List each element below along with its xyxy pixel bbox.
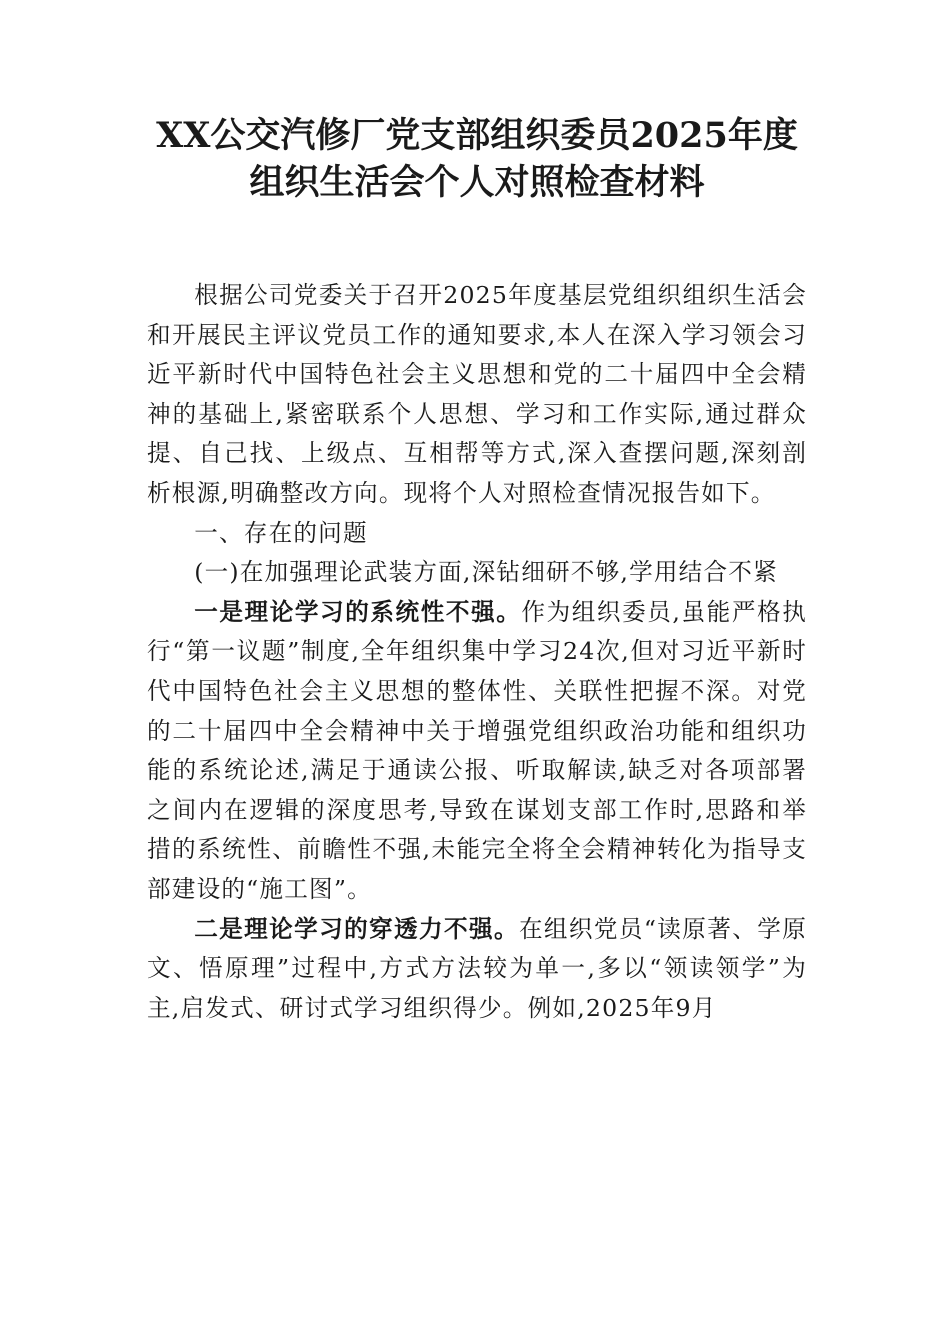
point-paragraph-1 <box>147 593 807 910</box>
point-2-text: 在组织党员“读原著、学原文、悟原理”过程中,方式方法较为单一,多以“领读领学”为主,启发式、研讨式学习组织得少。例如,2025年9月 <box>147 914 807 1022</box>
point-2-lead: 二是理论学习的穿透力不强。 <box>194 914 519 943</box>
point-paragraph-2 <box>147 910 807 1029</box>
document-title <box>127 112 827 206</box>
point-1-text: 作为组织委员,虽能严格执行“第一议题”制度,全年组织集中学习24次,但对习近平新时代中国特色社会主义思想的整体性、关联性把握不深。对党的二十届四中全会精神中关于增强党组织政治功能和组织功能的系统论述,满足于通读公报、听取解读,缺乏对各项部署之间内在逻辑的深度思考,导致在谋划支部工作时,思路和举措的系统性、前瞻性不强,未能完全将全会精神转化为指导支部建设的“施工图”。 <box>147 597 807 903</box>
title-line-1: XX公交汽修厂党支部组织委员2025年度 <box>156 115 798 156</box>
intro-paragraph: 根据公司党委关于召开2025年度基层党组织组织生活会和开展民主评议党员工作的通知要求,本人在深入学习领会习近平新时代中国特色社会主义思想和党的二十届四中全会精神的基础上,紧密联系个人思想、学习和工作实际,通过群众提、自己找、上级点、互相帮等方式,深入查摆问题,深刻剖析根源,明确整改方向。现将个人对照检查情况报告如下。 <box>147 281 807 507</box>
title-line-2: 组织生活会个人对照检查材料 <box>249 162 705 203</box>
document-body <box>147 276 807 1028</box>
subsection-heading-theory: (一)在加强理论武装方面,深钻细研不够,学用结合不紧 <box>194 558 778 587</box>
section-heading-problems: 一、存在的问题 <box>194 518 368 547</box>
point-1-lead: 一是理论学习的系统性不强。 <box>194 597 522 626</box>
document-page <box>147 112 807 1028</box>
